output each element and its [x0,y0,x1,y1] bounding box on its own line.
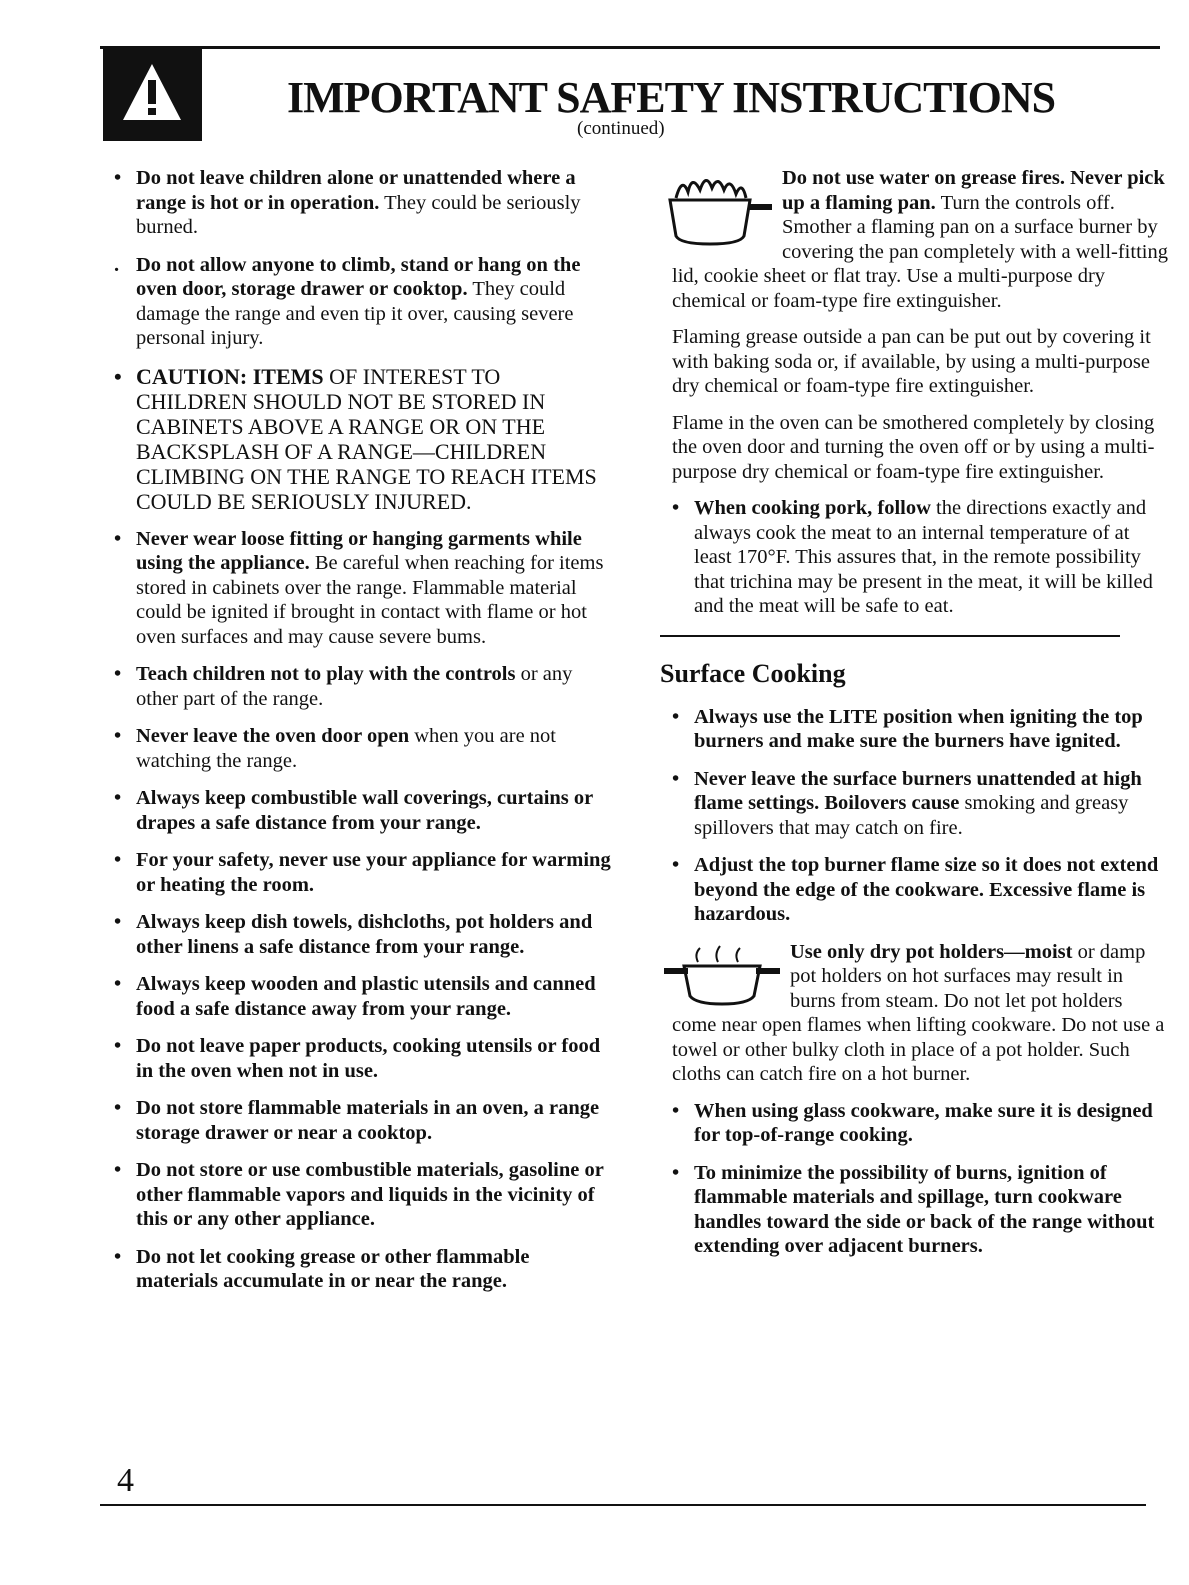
list-item: • Do not leave paper products, cooking utensils or food in the oven when not in use. [114,1035,601,1082]
list-item: • CAUTION: ITEMS OF INTEREST TO CHILDREN SHOULD NOT BE STORED IN CABINETS ABOVE A RANGE OR ON THE BACKSPLASH OF A RANGE—CHILDREN CLIMBING ON THE RANGE TO REACH ITEMS COULD BE SERIOUSLY INJURED. [114,363,597,514]
page-subtitle: (continued) [577,118,665,139]
grease-fire-warning: Do not use water on grease fires. Never pick up a flaming pan. Turn the controls off. Smother a flaming pan on a surface burner by covering the pan completely with a well-fitting lid, cookie sheet or flat tray. Use a multi-purpose dry chemical or foam-type fire extinguisher. [672,166,1172,313]
oven-flame-paragraph: Flame in the oven can be smothered completely by closing the oven door and turning the oven off or by using a multi-purpose dry chemical or foam-type fire extinguisher. [672,411,1155,483]
warning-triangle-icon [121,62,183,124]
list-item: • Always keep wooden and plastic utensils and canned food a safe distance away from your range. [114,973,596,1020]
page-title: IMPORTANT SAFETY INSTRUCTIONS [287,73,1056,122]
left-column [114,166,614,1307]
bottom-rule [100,1504,1146,1506]
list-item: • Always keep combustible wall coverings, curtains or drapes a safe distance from your range. [114,787,593,834]
list-item: • Always keep dish towels, dishcloths, pot holders and other linens a safe distance from your range. [114,911,593,958]
steaming-pot-icon [662,944,782,1013]
list-item: • Teach children not to play with the controls or any other part of the range. [114,663,573,710]
grease-paragraph: Flaming grease outside a pan can be put out by covering it with baking soda or, if available, by using a multi-purpose dry chemical or foam-type fire extinguisher. [672,326,1151,397]
list-item: • Never leave the surface burners unattended at high flame settings. Boilovers cause smoking and greasy spillovers that may catch on fire. [672,767,1142,839]
list-item: • Do not let cooking grease or other flammable materials accumulate in or near the range. [114,1245,530,1292]
list-item: • For your safety, never use your appliance for warming or heating the room. [114,849,611,896]
list-item: • To minimize the possibility of burns, ignition of flammable materials and spillage, turn cookware handles toward the side or back of the range without extending over adjacent burners. [672,1161,1155,1257]
flaming-pan-icon [662,170,774,257]
pot-holder-warning: Use only dry pot holders—moist or damp pot holders on hot surfaces may result in burns from steam. Do not let pot holders come near open flames when lifting cookware. Do not use a towel or other bulky cloth in place of a pot holder. Such cloths can catch fire on a hot burner. [672,940,1172,1087]
list-item: • Do not leave children alone or unattended where a range is hot or in operation. They could be seriously burned. [114,167,581,238]
pork-item: • When cooking pork, follow the directions exactly and always cook the meat to an internal temperature of at least 170°F. This assures that, in the remote possibility that trichina may be present in the meat, it will be killed and the meat will be safe to eat. [672,497,1153,617]
section-divider [660,635,1120,637]
right-column [660,166,1172,1272]
warning-badge [103,46,202,141]
list-item: • Never leave the oven door open when you are not watching the range. [114,725,556,772]
list-item: • Do not store or use combustible materials, gasoline or other flammable vapors and liquids in the vicinity of this or any other appliance. [114,1159,604,1230]
list-item: • Adjust the top burner flame size so it does not extend beyond the edge of the cookware. Excessive flame is hazardous. [672,854,1159,925]
page-number: 4 [117,1462,134,1499]
list-item: . Do not allow anyone to climb, stand or hang on the oven door, storage drawer or cooktop. They could damage the range and even tip it over, causing severe personal injury. [114,253,581,349]
list-item: • Always use the LITE position when igniting the top burners and make sure the burners have ignited. [672,705,1143,752]
section-title: Surface Cooking [660,658,846,688]
list-item: • Do not store flammable materials in an oven, a range storage drawer or near a cooktop. [114,1097,600,1144]
list-item: • Never wear loose fitting or hanging garments while using the appliance. Be careful when reaching for items stored in cabinets over the range. Flammable material could be ignited if brought in contact with flame or hot oven surfaces and may cause severe bums. [114,527,604,648]
list-item: • When using glass cookware, make sure it is designed for top-of-range cooking. [672,1099,1153,1146]
top-rule [100,46,1160,49]
